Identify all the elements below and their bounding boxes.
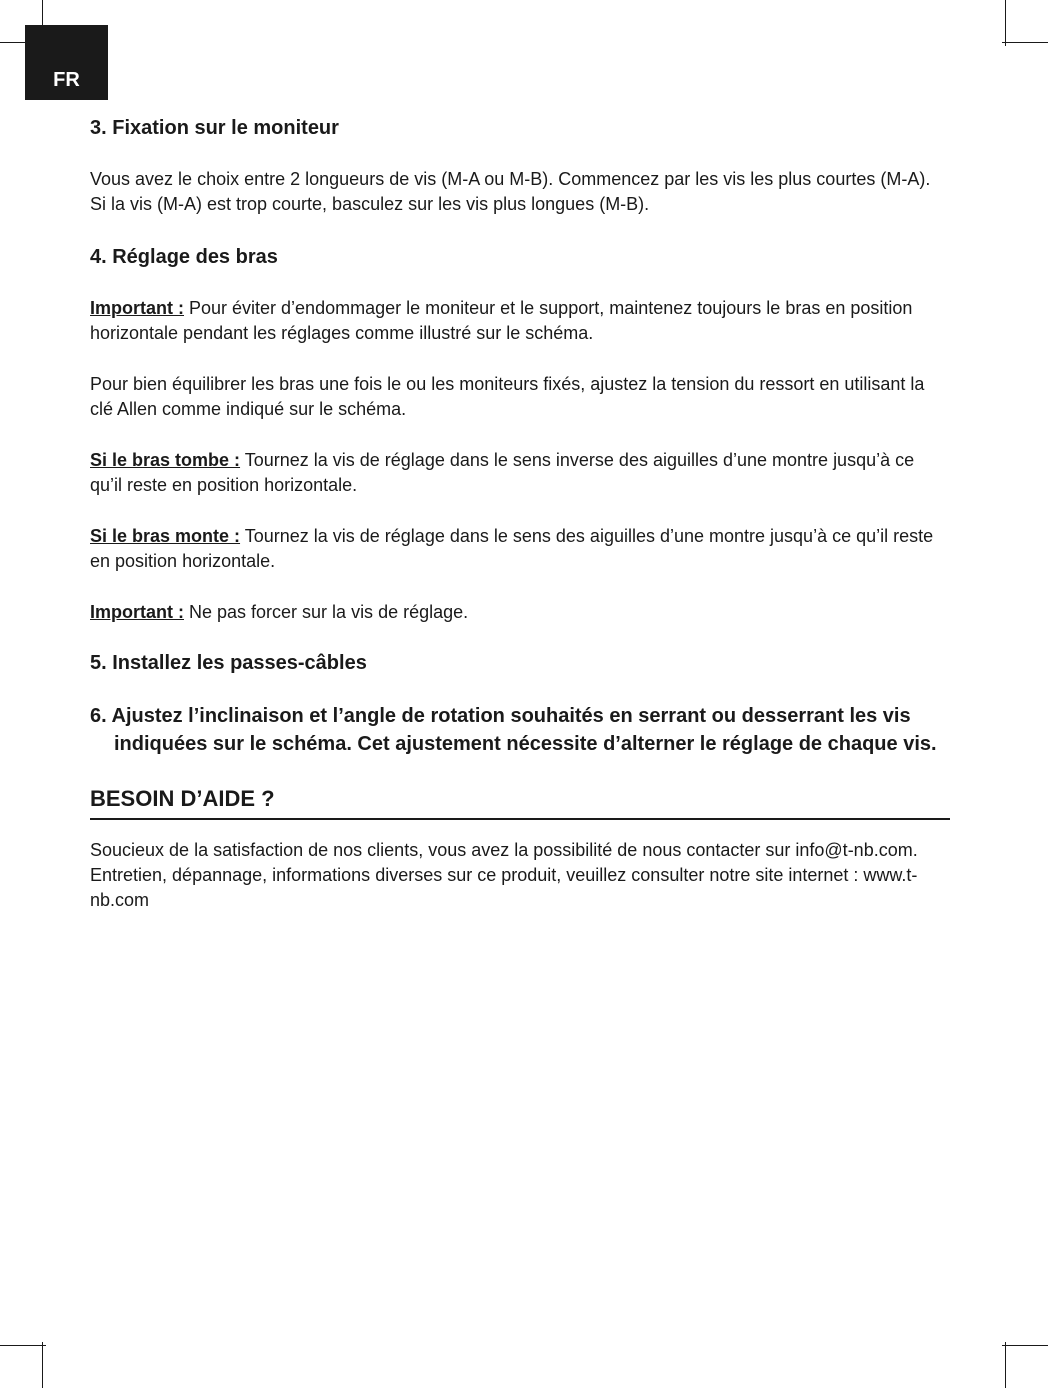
crop-mark-bottom-right-v [1005,1342,1006,1388]
section-3-title: 3. Fixation sur le moniteur [90,117,339,139]
arm-rises-label: Si le bras monte : [90,526,241,546]
section-6-title: 6. Ajustez l’inclinaison et l’angle de rotation souhaités en serrant ou desserrant les vis indiquées sur le schéma. Cet ajustement nécessite d’alterner le réglage de chaque vis. [90,705,937,755]
crop-mark-bottom-right-h [1002,1345,1048,1346]
section-3-body: Vous avez le choix entre 2 longueurs de vis (M-A ou M-B). Commencez par les vis les plus courtes (M-A). Si la vis (M-A) est trop courte, basculez sur les vis plus longues (M-B). [90,169,931,214]
section-5-title: 5. Installez les passes-câbles [90,652,367,674]
arm-rises-note [90,524,950,574]
help-section-body: Soucieux de la satisfaction de nos clients, vous avez la possibilité de nous contacter sur info@t-nb.com. Entretien, dépannage, informations diverses sur ce produit, veuillez consulter notre site internet : www.t-nb.com [90,840,918,910]
document-content [90,114,950,913]
balance-paragraph: Pour bien équilibrer les bras une fois le ou les moniteurs fixés, ajustez la tension du ressort en utilisant la clé Allen comme indiqué sur le schéma. [90,374,925,419]
important-text-1: Pour éviter d’endommager le moniteur et le support, maintenez toujours le bras en position horizontale pendant les réglages comme illustré sur le schéma. [90,298,913,343]
arm-rises-text: Tournez la vis de réglage dans le sens des aiguilles d’une montre jusqu’à ce qu’il reste en position horizontale. [90,526,934,571]
arm-falls-text: Tournez la vis de réglage dans le sens inverse des aiguilles d’une montre jusqu’à ce qu’il reste en position horizontale. [90,450,915,495]
crop-mark-top-right-h [1002,42,1048,43]
section-4-title: 4. Réglage des bras [90,246,278,268]
crop-mark-bottom-left-v [42,1342,43,1388]
important-label-2: Important : [90,602,184,622]
important-note-1 [90,296,950,346]
crop-mark-bottom-left-h [0,1345,46,1346]
crop-mark-top-right-v [1005,0,1006,46]
language-label: FR [53,69,80,91]
important-text-2: Ne pas forcer sur la vis de réglage. [184,602,469,622]
language-tab [25,25,108,100]
important-label-1: Important : [90,298,184,318]
arm-falls-label: Si le bras tombe : [90,450,241,470]
important-note-2 [90,600,950,625]
arm-falls-note [90,448,950,498]
help-section-title: BESOIN D’AIDE ? [90,784,950,820]
